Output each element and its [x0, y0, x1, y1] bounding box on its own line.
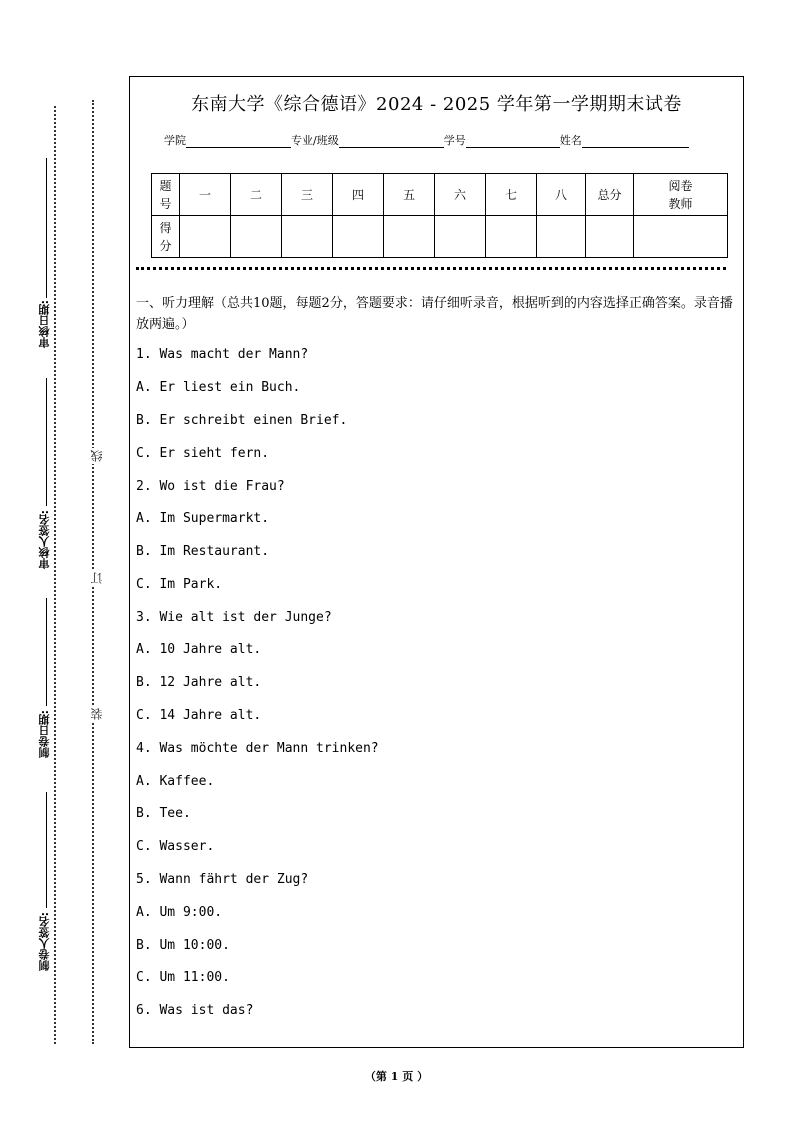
option-line: A. 10 Jahre alt. [136, 642, 262, 657]
col-3: 三 [282, 174, 333, 216]
review-date-line[interactable] [46, 158, 47, 298]
compile-date-line[interactable] [46, 598, 47, 706]
binding-char-line: 线 [90, 450, 104, 462]
col-1: 一 [180, 174, 231, 216]
student-id-field[interactable] [466, 135, 560, 148]
score-cell-7[interactable] [486, 216, 537, 258]
question-line: 6. Was ist das? [136, 1003, 254, 1018]
header-separator [136, 267, 726, 270]
college-label: 学院 [164, 134, 186, 147]
option-line: C. Um 11:00. [136, 970, 230, 985]
col-7: 七 [486, 174, 537, 216]
option-line: A. Kaffee. [136, 774, 215, 789]
score-cell-5[interactable] [384, 216, 435, 258]
score-cell-grader[interactable] [634, 216, 728, 258]
option-line: A. Um 9:00. [136, 905, 223, 920]
option-line: B. Er schreibt einen Brief. [136, 413, 348, 428]
reviewer-signature-label: 审核人签名: [38, 510, 51, 570]
student-id-label: 学号 [443, 134, 466, 147]
compiler-signature-line[interactable] [46, 792, 47, 908]
col-5: 五 [384, 174, 435, 216]
score-cell-3[interactable] [282, 216, 333, 258]
col-grader: 阅卷教师 [634, 174, 728, 216]
page-number: （第 1 页 ） [364, 1070, 429, 1083]
col-2: 二 [231, 174, 282, 216]
margin-dotted-line-outer [54, 106, 56, 1044]
reviewer-signature-line[interactable] [46, 378, 47, 506]
option-line: A. Im Supermarkt. [136, 511, 270, 526]
question-number-header: 题号 [152, 174, 180, 216]
score-cell-6[interactable] [435, 216, 486, 258]
option-line: B. Tee. [136, 806, 191, 821]
option-line: B. Im Restaurant. [136, 544, 270, 559]
review-date-label: 审核日期: [38, 300, 51, 349]
question-line: 4. Was möchte der Mann trinken? [136, 741, 379, 756]
exam-title: 东南大学《综合德语》2024 - 2025 学年第一学期期末试卷 [191, 94, 682, 115]
major-class-field[interactable] [339, 135, 444, 148]
compiler-signature-label: 制卷人签名: [38, 912, 51, 972]
option-line: C. Wasser. [136, 839, 215, 854]
binding-char-bind: 装 [90, 708, 104, 720]
option-line: A. Er liest ein Buch. [136, 380, 301, 395]
option-line: C. Im Park. [136, 577, 223, 592]
score-cell-8[interactable] [537, 216, 586, 258]
question-line: 1. Was macht der Mann? [136, 347, 309, 362]
question-line: 3. Wie alt ist der Junge? [136, 610, 332, 625]
question-line: 2. Wo ist die Frau? [136, 479, 285, 494]
major-class-label: 专业/班级 [291, 134, 339, 147]
option-line: C. 14 Jahre alt. [136, 708, 262, 723]
binding-char-order: 订 [90, 572, 104, 584]
score-cell-total[interactable] [586, 216, 634, 258]
option-line: B. Um 10:00. [136, 938, 230, 953]
col-total: 总分 [586, 174, 634, 216]
col-8: 八 [537, 174, 586, 216]
name-label: 姓名 [559, 134, 582, 147]
option-line: C. Er sieht fern. [136, 446, 270, 461]
name-field[interactable] [582, 135, 689, 148]
question-line: 5. Wann fährt der Zug? [136, 872, 309, 887]
option-line: B. 12 Jahre alt. [136, 675, 262, 690]
score-table [151, 173, 728, 258]
college-field[interactable] [186, 135, 291, 148]
compile-date-label: 制卷日期: [38, 710, 51, 759]
section-1-heading: 一、听力理解（总共10题，每题2分，答题要求：请仔细听录音，根据听到的内容选择正确答案。录音播放两遍。） [136, 296, 733, 332]
col-6: 六 [435, 174, 486, 216]
student-info-row [164, 132, 689, 148]
col-4: 四 [333, 174, 384, 216]
score-cell-1[interactable] [180, 216, 231, 258]
score-cell-2[interactable] [231, 216, 282, 258]
score-row-header: 得分 [152, 216, 180, 258]
score-cell-4[interactable] [333, 216, 384, 258]
